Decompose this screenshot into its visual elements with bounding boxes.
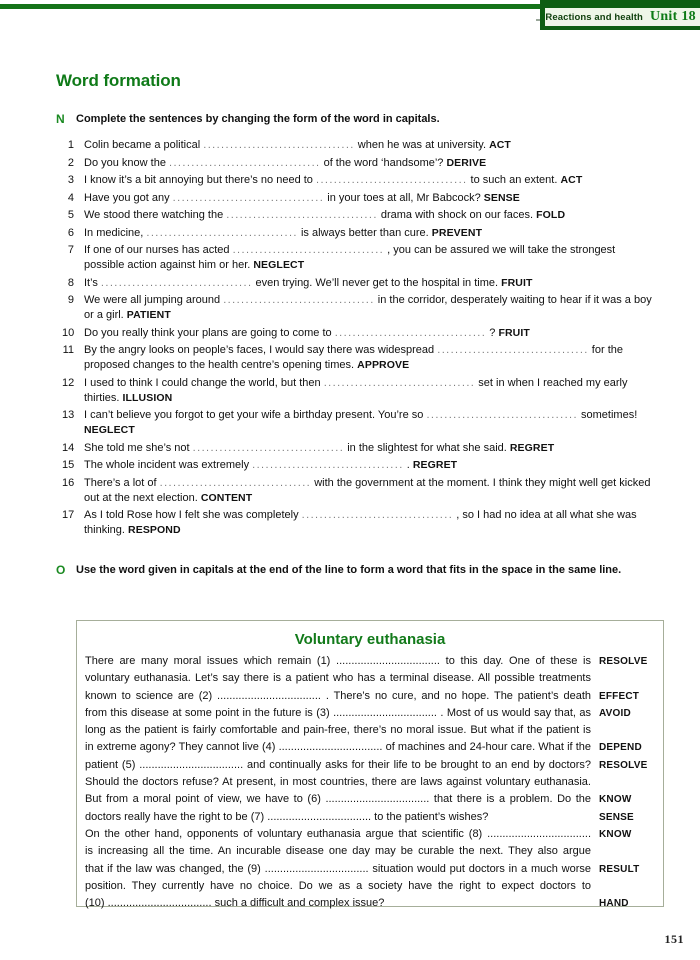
sentence-text-before-gap: Colin became a political: [84, 139, 204, 151]
sentence-number: 10: [62, 326, 75, 339]
exercise-o-instruction: Use the word given in capitals at the end of the line to form a word that fits in the space in the same line.: [76, 564, 622, 576]
cloze-prompt-word: AVOID: [599, 707, 631, 719]
cloze-line: [85, 861, 655, 878]
cloze-line: [85, 653, 655, 670]
sentence-text-after-gap: for the proposed changes to the health centre’s opening times.: [84, 344, 623, 371]
exercise-o-rubric: [56, 563, 626, 577]
sentence-item: [62, 138, 652, 153]
sentence-number: 3: [67, 174, 74, 186]
sentence-number: 11: [62, 344, 74, 356]
sentence-text: [84, 138, 652, 153]
cloze-line-text[interactable]: in extreme agony? They cannot live (4) .................................. of machines and 24-hour care. What if the: [85, 741, 591, 754]
cloze-line-text[interactable]: patient (5) .................................. and continually asks for their life to be brought to an end by doctors?: [85, 758, 591, 771]
sentence-text-before-gap: It’s: [84, 276, 101, 289]
cloze-line: [85, 791, 655, 808]
sentence-number: 1: [67, 139, 74, 151]
sentence-text-before-gap: Do you know the: [84, 156, 169, 169]
cloze-line-text[interactable]: But from a moral point of view, we have to (6) .................................. that there is a problem. Do the: [85, 793, 591, 806]
answer-gap[interactable]: ..................................: [334, 326, 487, 339]
sentence-text-after-gap: set in when I reached my early thirties.: [84, 376, 628, 404]
cloze-line: [85, 722, 655, 739]
cloze-prompt-word: RESULT: [599, 863, 640, 875]
sentence-item: [62, 243, 652, 273]
sentence-text: [84, 243, 652, 273]
sentence-text: [84, 173, 652, 188]
cloze-line-text[interactable]: from this disease at some point in the future is (3) .................................. . Most of us would say that, as: [85, 706, 591, 719]
sentence-text-before-gap: The whole incident was extremely: [84, 459, 253, 471]
answer-gap[interactable]: ..................................: [223, 294, 375, 306]
prompt-word: NEGLECT: [253, 259, 305, 271]
sentence-text-before-gap: In medicine,: [84, 226, 147, 239]
sentence-item: [62, 458, 652, 473]
sentence-text: [84, 458, 652, 473]
cloze-prompt-word: SENSE: [599, 811, 634, 823]
prompt-word: NEGLECT: [84, 424, 135, 436]
answer-gap[interactable]: ..................................: [146, 226, 298, 239]
sentence-text-before-gap: We stood there watching the: [84, 209, 227, 221]
answer-gap[interactable]: ..................................: [226, 209, 378, 221]
sentence-text-before-gap: By the angry looks on people’s faces, I would say there was widespread: [84, 344, 438, 356]
sentence-text: [84, 156, 652, 171]
cloze-passage-body: [77, 653, 663, 912]
cloze-line: [85, 670, 655, 687]
header-unit-tab: [545, 8, 700, 26]
cloze-line-text[interactable]: is increasing all the time. An incurable disease one day may be curable the next. They also argue: [85, 845, 591, 858]
prompt-word: APPROVE: [357, 359, 410, 371]
cloze-line-text[interactable]: Should the doctors refuse? At present, in most countries, there are laws against voluntary euthanasia.: [85, 776, 591, 789]
sentence-item: [62, 156, 652, 171]
cloze-prompt-word: RESOLVE: [599, 759, 648, 771]
sentence-text-after-gap: when he was at university.: [354, 139, 490, 151]
sentence-item: [62, 173, 652, 188]
sentence-number: 12: [62, 376, 75, 389]
sentence-text: [84, 476, 652, 506]
cloze-line: [85, 843, 655, 860]
sentence-text-after-gap: with the government at the moment. I think they might well get kicked out at the next election.: [84, 476, 651, 504]
sentence-text: [84, 326, 652, 341]
sentence-text-after-gap: in the slightest for what she said.: [344, 441, 510, 454]
sentence-text: [84, 508, 652, 538]
running-head: [0, 0, 700, 30]
answer-gap[interactable]: ..................................: [323, 376, 476, 389]
sentence-text: [84, 226, 652, 241]
answer-gap[interactable]: ..................................: [232, 244, 385, 256]
sentence-text-after-gap: , so I had no idea at all what she was thinking.: [84, 509, 637, 536]
cloze-line: [85, 705, 655, 722]
sentence-item: [62, 476, 652, 506]
sentence-text-before-gap: There’s a lot of: [84, 476, 160, 489]
cloze-prompt-word: EFFECT: [599, 690, 640, 702]
prompt-word: REGRET: [509, 441, 555, 454]
sentence-text-after-gap: is always better than cure.: [297, 226, 432, 239]
sentence-text: [84, 408, 652, 438]
cloze-line: [85, 774, 655, 791]
sentence-item: [62, 441, 652, 456]
header-unit-label: Unit 18: [649, 9, 696, 24]
cloze-line-text[interactable]: (10) .................................. such a difficult and complex issue?: [85, 897, 385, 910]
sentence-text-before-gap: I know it’s a bit annoying but there’s no need to: [84, 174, 316, 186]
sentence-text-after-gap: of the word ‘handsome’?: [320, 156, 447, 169]
prompt-word: PATIENT: [126, 309, 171, 321]
sentence-text: [84, 343, 652, 373]
sentence-number: 15: [62, 459, 75, 471]
sentence-number: 6: [67, 226, 74, 239]
sentence-number: 4: [67, 191, 74, 204]
cloze-prompt-word: DEPEND: [599, 742, 642, 754]
prompt-word: DERIVE: [446, 156, 487, 169]
sentence-text-after-gap: in your toes at all, Mr Babcock?: [324, 191, 484, 204]
answer-gap[interactable]: ..................................: [169, 156, 321, 169]
cloze-passage-box: [76, 620, 664, 910]
prompt-word: ACT: [560, 174, 583, 186]
prompt-word: REGRET: [412, 459, 458, 471]
prompt-word: PREVENT: [431, 226, 483, 239]
cloze-line-text[interactable]: that if the law was changed, the (9) .................................. situation would put doctors in a much worse: [85, 862, 591, 875]
answer-gap[interactable]: ..................................: [252, 459, 404, 471]
cloze-line: [85, 826, 655, 843]
cloze-prompt-word: RESOLVE: [599, 656, 648, 667]
sentence-text-before-gap: Do you really think your plans are going to come to: [84, 326, 335, 339]
cloze-line-text[interactable]: There are many moral issues which remain (1) .................................. to this day. One of these is: [85, 655, 591, 667]
cloze-line-text[interactable]: On the other hand, opponents of voluntary euthanasia argue that scientific (8) ..................................: [85, 827, 591, 840]
sentence-text-before-gap: She told me she’s not: [84, 441, 193, 454]
page-title: Word formation: [56, 71, 181, 90]
answer-gap[interactable]: ..................................: [301, 509, 454, 521]
sentence-text: [84, 208, 652, 223]
sentence-list: [62, 138, 652, 541]
prompt-word: CONTENT: [200, 491, 253, 504]
cloze-line: [85, 895, 655, 912]
header-topic-label: Reactions and health: [545, 11, 643, 23]
sentence-text-after-gap: to such an extent.: [467, 174, 561, 186]
sentence-item: [62, 226, 652, 241]
sentence-item: [62, 508, 652, 538]
cloze-line: [85, 878, 655, 895]
sentence-text: [84, 441, 652, 456]
sentence-item: [62, 276, 652, 291]
sentence-number: 13: [62, 409, 75, 421]
sentence-text: [84, 376, 652, 406]
sentence-number: 14: [62, 441, 75, 454]
cloze-line: [85, 757, 655, 774]
exercise-n-letter: N: [56, 112, 65, 126]
sentence-text-before-gap: We were all jumping around: [84, 294, 224, 306]
page-number: 151: [664, 932, 684, 946]
answer-gap[interactable]: ..................................: [437, 344, 589, 356]
sentence-number: 17: [62, 509, 75, 521]
cloze-line: [85, 739, 655, 756]
prompt-word: ILLUSION: [122, 391, 173, 404]
cloze-line-text[interactable]: position. They currently have no choice. Do we as a society have the right to expect doctors to: [85, 879, 591, 892]
sentence-item: [62, 343, 652, 373]
sentence-text-after-gap: even trying. We’ll never get to the hospital in time.: [252, 276, 502, 289]
sentence-text-before-gap: If one of our nurses has acted: [84, 244, 233, 256]
header-tick-mark: [536, 19, 540, 21]
sentence-item: [62, 326, 652, 341]
header-green-rule: [0, 4, 545, 9]
exercise-n-instruction: Complete the sentences by changing the form of the word in capitals.: [76, 113, 440, 125]
sentence-item: [62, 408, 652, 438]
sentence-item: [62, 376, 652, 406]
cloze-line: [85, 688, 655, 705]
answer-gap[interactable]: ..................................: [172, 191, 325, 204]
prompt-word: FOLD: [536, 209, 566, 221]
cloze-line: [85, 809, 655, 826]
cloze-line-text[interactable]: known to science are (2) .................................. . There’s no cure, and no hope. The patient’s death: [85, 689, 591, 702]
answer-gap[interactable]: ..................................: [159, 476, 312, 489]
sentence-text-after-gap: ?: [486, 326, 499, 339]
answer-gap[interactable]: ..................................: [100, 276, 253, 289]
cloze-passage-title: Voluntary euthanasia: [294, 631, 446, 648]
sentence-text: [84, 191, 652, 206]
sentence-number: 5: [67, 209, 74, 221]
prompt-word: SENSE: [483, 191, 520, 204]
answer-gap[interactable]: ..................................: [315, 174, 468, 186]
sentence-text-before-gap: I used to think I could change the world, but then: [84, 376, 324, 389]
sentence-item: [62, 208, 652, 223]
sentence-number: 16: [62, 476, 75, 489]
sentence-text: [84, 293, 652, 323]
sentence-number: 8: [67, 276, 74, 289]
sentence-text-after-gap: drama with shock on our faces.: [377, 209, 537, 221]
prompt-word: ACT: [489, 139, 511, 151]
prompt-word: RESPOND: [128, 524, 181, 536]
sentence-text-before-gap: As I told Rose how I felt she was completely: [84, 509, 302, 521]
sentence-number: 7: [67, 244, 74, 256]
sentence-text-after-gap: , you can be assured we will take the strongest possible action against him or her.: [84, 244, 616, 271]
cloze-line-text[interactable]: voluntary euthanasia. Let’s say there is a patient who has a terminal disease. All possible treatments: [85, 672, 591, 685]
answer-gap[interactable]: ..................................: [426, 409, 578, 421]
cloze-line-text[interactable]: doctors really have the right to be (7) .................................. to the patient’s wishes?: [85, 810, 489, 823]
sentence-item: [62, 293, 652, 323]
cloze-prompt-word: HAND: [599, 898, 629, 910]
cloze-prompt-word: KNOW: [599, 828, 632, 840]
prompt-word: FRUIT: [498, 326, 530, 339]
sentence-text-before-gap: I can’t believe you forgot to get your wife a birthday present. You’re so: [84, 409, 427, 421]
sentence-number: 2: [67, 156, 74, 169]
exercise-o-letter: O: [56, 563, 66, 577]
answer-gap[interactable]: ..................................: [192, 441, 345, 454]
sentence-text-after-gap: .: [403, 459, 413, 471]
prompt-word: FRUIT: [501, 276, 533, 289]
sentence-item: [62, 191, 652, 206]
answer-gap[interactable]: ..................................: [203, 139, 355, 151]
sentence-text-before-gap: Have you got any: [84, 191, 173, 204]
exercise-n-rubric: [56, 112, 616, 126]
cloze-line-text[interactable]: long as the patient is fairly comfortable and pain-free, there’s no moral issue. But what if the patient is: [85, 724, 591, 737]
sentence-text-after-gap: sometimes!: [577, 409, 638, 421]
sentence-number: 9: [67, 294, 74, 306]
sentence-text: [84, 276, 652, 291]
sentence-text-after-gap: in the corridor, desperately waiting to hear if it was a boy or a girl.: [84, 294, 652, 321]
cloze-prompt-word: KNOW: [599, 794, 632, 806]
